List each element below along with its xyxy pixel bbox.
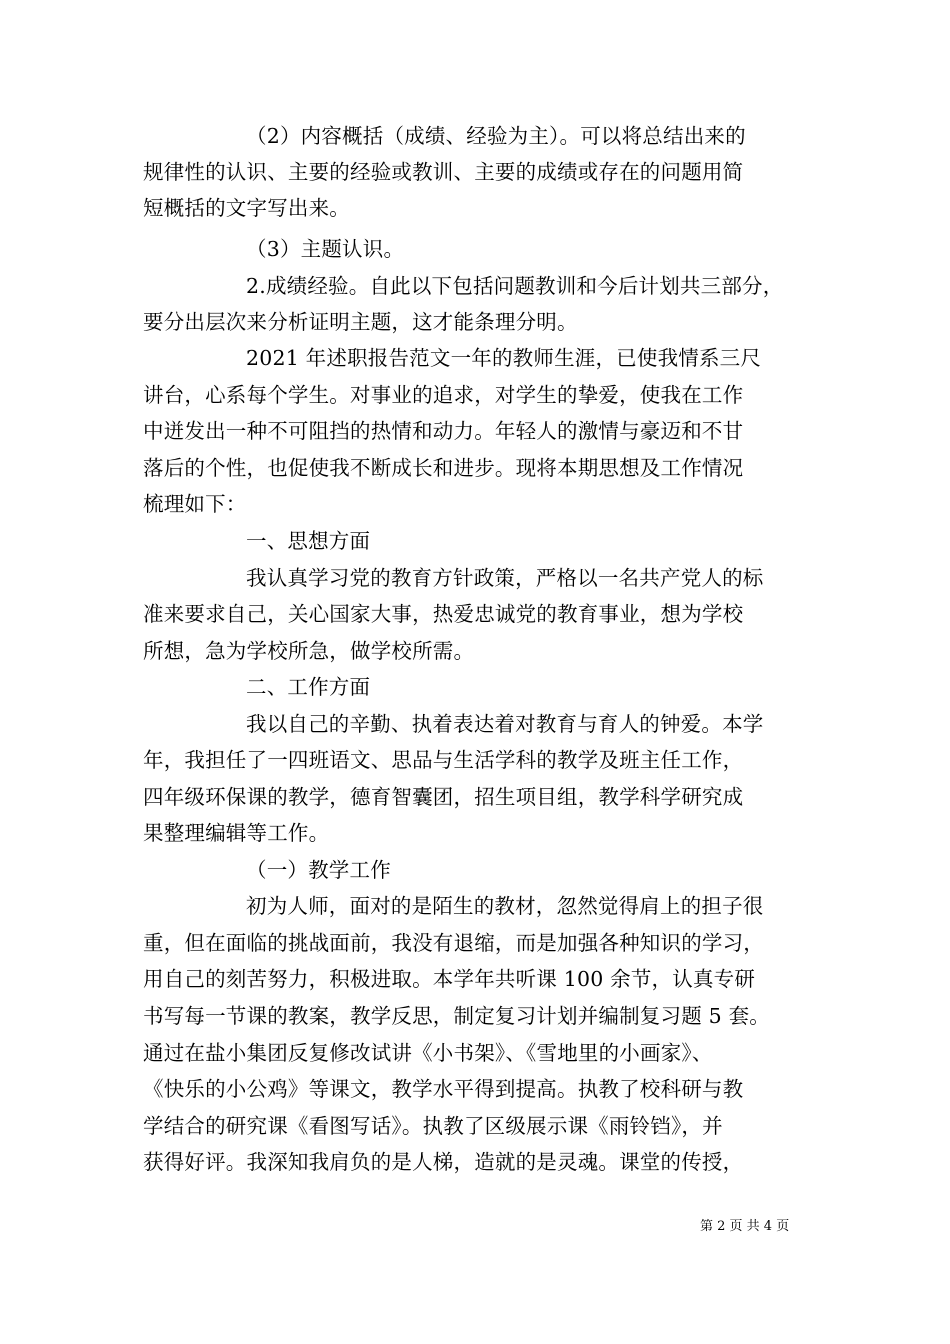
subsection-heading: （一）教学工作 bbox=[246, 858, 391, 882]
text-line: 我认真学习党的教育方针政策，严格以一名共产党人的标 bbox=[246, 566, 764, 590]
text-line: 短概括的文字写出来。 bbox=[143, 196, 350, 220]
text-line: 2.成绩经验。自此以下包括问题教训和今后计划共三部分， bbox=[246, 274, 784, 298]
text-line: （3）主题认识。 bbox=[246, 237, 405, 261]
text-line: 我以自己的辛勤、执着表达着对教育与育人的钟爱。本学 bbox=[246, 712, 764, 736]
text-line: 果整理编辑等工作。 bbox=[143, 821, 330, 845]
text-line: 通过在盐小集团反复修改试讲《小书架》、《雪地里的小画家》、 bbox=[143, 1041, 713, 1065]
page-number-footer: 第 2 页 共 4 页 bbox=[700, 1219, 790, 1234]
text-line: 2021 年述职报告范文一年的教师生涯，已使我情系三尺 bbox=[246, 346, 762, 370]
text-line: 所想，急为学校所急，做学校所需。 bbox=[143, 639, 475, 663]
text-line: 中迸发出一种不可阻挡的热情和动力。年轻人的激情与豪迈和不甘 bbox=[143, 419, 744, 443]
text-line: （2）内容概括（成绩、经验为主）。可以将总结出来的 bbox=[246, 124, 746, 148]
text-line: 学结合的研究课《看图写话》。执教了区级展示课《雨铃铛》，并 bbox=[143, 1114, 723, 1138]
text-line: 准来要求自己，关心国家大事，热爱忠诚党的教育事业，想为学校 bbox=[143, 602, 744, 626]
text-line: 重，但在面临的挑战面前，我没有退缩，而是加强各种知识的学习， bbox=[143, 931, 764, 955]
text-line: 讲台，心系每个学生。对事业的追求，对学生的挚爱，使我在工作 bbox=[143, 383, 744, 407]
text-line: 用自己的刻苦努力，积极进取。本学年共听课 100 余节，认真专研 bbox=[143, 967, 756, 991]
text-line: 要分出层次来分析证明主题，这才能条理分明。 bbox=[143, 310, 578, 334]
section-heading: 二、工作方面 bbox=[246, 675, 371, 699]
text-line: 《快乐的小公鸡》等课文，教学水平得到提高。执教了校科研与教 bbox=[143, 1077, 744, 1101]
text-line: 梳理如下： bbox=[143, 492, 247, 516]
text-line: 年，我担任了一四班语文、思品与生活学科的教学及班主任工作， bbox=[143, 748, 744, 772]
text-line: 落后的个性，也促使我不断成长和进步。现将本期思想及工作情况 bbox=[143, 456, 744, 480]
text-line: 规律性的认识、主要的经验或教训、主要的成绩或存在的问题用简 bbox=[143, 160, 744, 184]
section-heading: 一、思想方面 bbox=[246, 529, 371, 553]
text-line: 书写每一节课的教案，教学反思，制定复习计划并编制复习题 5 套。 bbox=[143, 1004, 770, 1028]
text-line: 四年级环保课的教学，德育智囊团，招生项目组，教学科学研究成 bbox=[143, 785, 744, 809]
text-line: 获得好评。我深知我肩负的是人梯，造就的是灵魂。课堂的传授， bbox=[143, 1150, 744, 1174]
text-line: 初为人师，面对的是陌生的教材，忽然觉得肩上的担子很 bbox=[246, 894, 764, 918]
